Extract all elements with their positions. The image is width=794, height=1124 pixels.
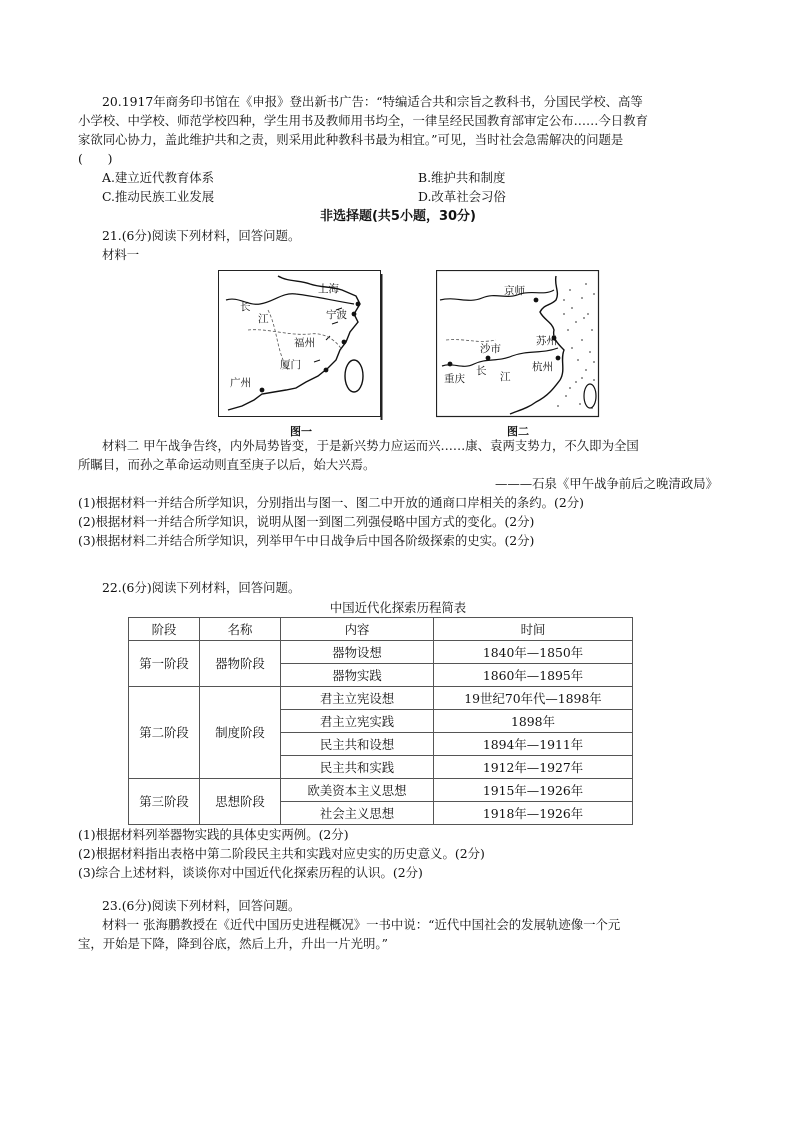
time-cell: 1918年—1926年 bbox=[434, 802, 633, 825]
q20-option-b: B.维护共和制度 bbox=[418, 170, 506, 185]
q22-question-2: (2)根据材料指出表格中第二阶段民主共和实践对应史实的历史意义。(2分) bbox=[78, 846, 485, 861]
section-heading: 非选择题(共5小题，30分) bbox=[319, 209, 477, 224]
map2-label-jiang: 江 bbox=[500, 371, 511, 383]
q22-question-1: (1)根据材料列举器物实践的具体史实两例。(2分) bbox=[78, 827, 349, 842]
map2-label-suzhou: 苏州 bbox=[536, 335, 557, 347]
q20-stem-line2: 小学校、中学校、师范学校四种，学生用书及教师用书均全，一律呈经民国教育部审定公布……今日教育 bbox=[78, 113, 648, 128]
map-2-caption: 图二 bbox=[507, 425, 529, 438]
question-22 bbox=[78, 578, 718, 882]
table-row bbox=[129, 779, 633, 802]
map1-label-shanghai: 上海 bbox=[318, 283, 339, 295]
map2-label-shashi: 沙市 bbox=[480, 343, 501, 355]
map2-label-hangzhou: 杭州 bbox=[532, 361, 553, 373]
content-cell: 欧美资本主义思想 bbox=[281, 779, 434, 802]
map-2-figure bbox=[436, 270, 600, 422]
question-20 bbox=[78, 92, 718, 206]
name-cell: 思想阶段 bbox=[200, 779, 281, 825]
map-1-figure bbox=[218, 270, 384, 422]
q20-option-c: C.推动民族工业发展 bbox=[102, 189, 215, 204]
map2-label-jingshi: 京师 bbox=[504, 285, 525, 297]
q21-question-2: (2)根据材料一并结合所学知识，说明从图一到图二列强侵略中国方式的变化。(2分) bbox=[78, 514, 535, 529]
stage-cell: 第一阶段 bbox=[129, 641, 200, 687]
q20-options bbox=[78, 168, 718, 206]
q21-maps bbox=[78, 264, 718, 436]
map-1 bbox=[218, 270, 384, 441]
table-header-name: 名称 bbox=[200, 618, 281, 641]
table-row bbox=[129, 641, 633, 664]
q23-material1-line2: 宝，开始是下降，降到谷底，然后上升，升出一片光明。” bbox=[78, 936, 388, 951]
map1-label-chang: 长 bbox=[240, 301, 251, 313]
content-cell: 器物实践 bbox=[281, 664, 434, 687]
q20-stem-line3: 家欲同心协力，盖此维护共和之责，则采用此种教科书最为相宜。”可见，当时社会急需解决的问题是 bbox=[78, 132, 624, 147]
stage-cell: 第三阶段 bbox=[129, 779, 200, 825]
q23-material1-line1: 材料一 张海鹏教授在《近代中国历史进程概况》一书中说：“近代中国社会的发展轨迹像一个元 bbox=[102, 917, 621, 932]
question-23 bbox=[78, 896, 718, 953]
time-cell: 1898年 bbox=[434, 710, 633, 733]
q20-option-a: A.建立近代教育体系 bbox=[102, 170, 215, 185]
map1-label-xiamen: 厦门 bbox=[280, 359, 301, 371]
q21-material1-label: 材料一 bbox=[102, 247, 140, 262]
table-header-stage: 阶段 bbox=[129, 618, 200, 641]
map1-label-guangzhou: 广州 bbox=[230, 377, 251, 389]
content-cell: 民主共和设想 bbox=[281, 733, 434, 756]
map1-label-jiang: 江 bbox=[258, 313, 269, 325]
name-cell: 制度阶段 bbox=[200, 687, 281, 779]
q20-option-d: D.改革社会习俗 bbox=[418, 189, 506, 204]
question-21 bbox=[78, 226, 718, 550]
content-cell: 器物设想 bbox=[281, 641, 434, 664]
map1-label-fuzhou: 福州 bbox=[294, 337, 315, 349]
table-header-row bbox=[129, 618, 633, 641]
content-cell: 社会主义思想 bbox=[281, 802, 434, 825]
q22-table-title: 中国近代化探索历程简表 bbox=[329, 600, 467, 615]
q22-question-3: (3)综合上述材料，谈谈你对中国近代化探索历程的认识。(2分) bbox=[78, 865, 423, 880]
exam-page bbox=[78, 92, 718, 953]
content-cell: 君主立宪实践 bbox=[281, 710, 434, 733]
content-cell: 君主立宪设想 bbox=[281, 687, 434, 710]
time-cell: 1912年—1927年 bbox=[434, 756, 633, 779]
map-1-caption: 图一 bbox=[290, 425, 312, 438]
map2-label-chang: 长 bbox=[476, 365, 487, 377]
map-2 bbox=[436, 270, 600, 441]
time-cell: 1840年—1850年 bbox=[434, 641, 633, 664]
stage-cell: 第二阶段 bbox=[129, 687, 200, 779]
map1-label-ningbo: 宁波 bbox=[326, 309, 347, 321]
q21-material2-source: ———石泉《甲午战争前后之晚清政局》 bbox=[494, 476, 718, 491]
time-cell: 19世纪70年代—1898年 bbox=[434, 687, 633, 710]
q23-stem: 23.(6分)阅读下列材料，回答问题。 bbox=[102, 898, 301, 913]
table-header-time: 时间 bbox=[434, 618, 633, 641]
q21-question-1: (1)根据材料一并结合所学知识，分别指出与图一、图二中开放的通商口岸相关的条约。(2分) bbox=[78, 495, 584, 510]
map2-label-chongqing: 重庆 bbox=[444, 373, 465, 385]
q21-stem: 21.(6分)阅读下列材料，回答问题。 bbox=[102, 228, 301, 243]
time-cell: 1915年—1926年 bbox=[434, 779, 633, 802]
time-cell: 1894年—1911年 bbox=[434, 733, 633, 756]
q22-table bbox=[128, 617, 633, 825]
q20-stem-line4: ( ) bbox=[78, 151, 113, 166]
content-cell: 民主共和实践 bbox=[281, 756, 434, 779]
q21-material2-line1: 材料二 甲午战争告终，内外局势皆变，于是新兴势力应运而兴……康、袁两支势力，不久即为全国 bbox=[102, 438, 639, 453]
q21-question-3: (3)根据材料二并结合所学知识，列举甲午中日战争后中国各阶级探索的史实。(2分) bbox=[78, 533, 535, 548]
q20-stem-line1: 20.1917年商务印书馆在《申报》登出新书广告：“特编适合共和宗旨之教科书，分国民学校、高等 bbox=[102, 94, 643, 109]
q22-stem: 22.(6分)阅读下列材料，回答问题。 bbox=[102, 580, 301, 595]
q21-material2-line2: 所瞩目，而孙之革命运动则直至庚子以后，始大兴焉。 bbox=[78, 457, 376, 472]
name-cell: 器物阶段 bbox=[200, 641, 281, 687]
table-header-content: 内容 bbox=[281, 618, 434, 641]
time-cell: 1860年—1895年 bbox=[434, 664, 633, 687]
table-row bbox=[129, 687, 633, 710]
